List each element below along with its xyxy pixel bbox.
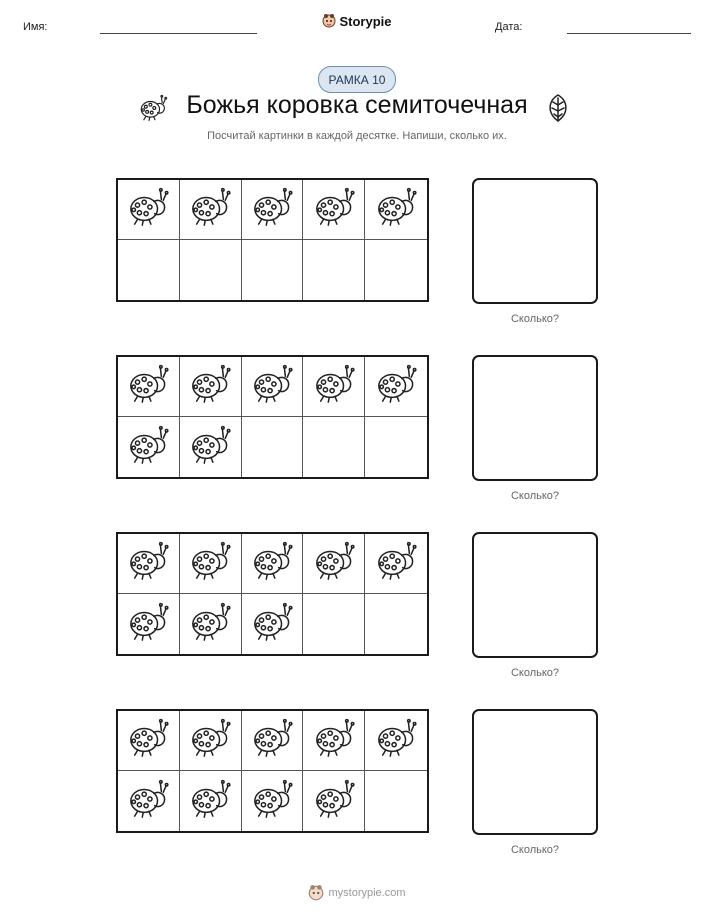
answer-box-3[interactable]: [472, 532, 598, 658]
ladybug-icon: [188, 718, 232, 763]
frame-cell: [365, 711, 427, 771]
frame-cell: [180, 417, 242, 477]
frame-cell: [365, 417, 427, 477]
ten-frame-3: [116, 532, 429, 656]
frame-cell: [180, 711, 242, 771]
frame-cell: [118, 594, 180, 654]
ladybug-icon: [126, 187, 170, 232]
frame-cell: [365, 180, 427, 240]
frame-cell: [303, 594, 365, 654]
ladybug-icon: [374, 364, 418, 409]
frame-cell: [118, 534, 180, 594]
frame-cell: [180, 594, 242, 654]
ladybug-icon: [126, 364, 170, 409]
frame-cell: [303, 180, 365, 240]
ladybug-icon: [312, 364, 356, 409]
ladybug-icon: [250, 779, 294, 824]
frame-cell: [242, 711, 304, 771]
answer-label-2: Сколько?: [510, 490, 560, 502]
frame-cell: [365, 357, 427, 417]
ten-frame-2: [116, 355, 429, 479]
frame-cell: [180, 357, 242, 417]
frame-cell: [303, 357, 365, 417]
frame-cell: [242, 771, 304, 831]
ladybug-icon: [188, 187, 232, 232]
frame-cell: [242, 417, 304, 477]
ladybug-icon: [126, 779, 170, 824]
date-line[interactable]: [567, 33, 691, 34]
frame-cell: [242, 534, 304, 594]
ladybug-icon: [188, 779, 232, 824]
frame-cell: [303, 711, 365, 771]
ladybug-icon: [250, 718, 294, 763]
answer-label-1: Сколько?: [510, 313, 560, 325]
answer-box-2[interactable]: [472, 355, 598, 481]
frame-cell: [303, 534, 365, 594]
footer: [0, 884, 714, 907]
leaf-icon: [545, 93, 571, 123]
frame-cell: [303, 417, 365, 477]
ten-frame-1: [116, 178, 429, 302]
ten-frame-4: [116, 709, 429, 833]
ladybug-icon: [126, 425, 170, 470]
date-label: Дата:: [495, 21, 523, 33]
frame-cell: [180, 240, 242, 300]
frame-cell: [242, 180, 304, 240]
answer-box-4[interactable]: [472, 709, 598, 835]
page-title: Божья коровка семиточечная: [186, 91, 528, 119]
storypie-logo-icon: [308, 884, 324, 902]
frame-cell: [118, 180, 180, 240]
frame-cell: [118, 711, 180, 771]
ladybug-icon: [126, 541, 170, 586]
instructions: Посчитай картинки в каждой десятке. Напиши, сколько их.: [207, 130, 507, 142]
ladybug-icon: [126, 718, 170, 763]
ladybug-icon: [126, 602, 170, 647]
ladybug-icon: [312, 187, 356, 232]
answer-box-1[interactable]: [472, 178, 598, 304]
frame-cell: [242, 357, 304, 417]
frame-cell: [242, 240, 304, 300]
frame-cell: [365, 594, 427, 654]
ladybug-icon: [250, 187, 294, 232]
ladybug-icon: [188, 364, 232, 409]
frame-cell: [242, 594, 304, 654]
ladybug-icon: [312, 541, 356, 586]
frame-cell: [365, 771, 427, 831]
ladybug-icon: [250, 602, 294, 647]
frame-cell: [365, 240, 427, 300]
answer-label-4: Сколько?: [510, 844, 560, 856]
ladybug-icon: [374, 187, 418, 232]
frame-cell: [118, 417, 180, 477]
footer-url: mystorypie.com: [328, 887, 406, 899]
name-label: Имя:: [23, 21, 48, 33]
brand: [0, 13, 714, 34]
frame-cell: [365, 534, 427, 594]
ladybug-icon: [312, 779, 356, 824]
brand-name: Storypie: [339, 13, 392, 29]
ladybug-icon: [312, 718, 356, 763]
ladybug-icon: [188, 541, 232, 586]
answer-label-3: Сколько?: [510, 667, 560, 679]
frame-cell: [118, 240, 180, 300]
ladybug-icon: [374, 541, 418, 586]
ladybug-icon: [188, 602, 232, 647]
ladybug-icon: [250, 364, 294, 409]
frame-cell: [118, 357, 180, 417]
frame-cell: [303, 240, 365, 300]
ladybug-icon: [188, 425, 232, 470]
ladybug-icon: [250, 541, 294, 586]
frame-cell: [303, 771, 365, 831]
frame-cell: [180, 180, 242, 240]
frame-cell: [180, 771, 242, 831]
frame-badge: РАМКА 10: [318, 66, 396, 93]
frame-cell: [180, 534, 242, 594]
ladybug-icon: [374, 718, 418, 763]
frame-cell: [118, 771, 180, 831]
storypie-logo-icon: [322, 13, 336, 29]
